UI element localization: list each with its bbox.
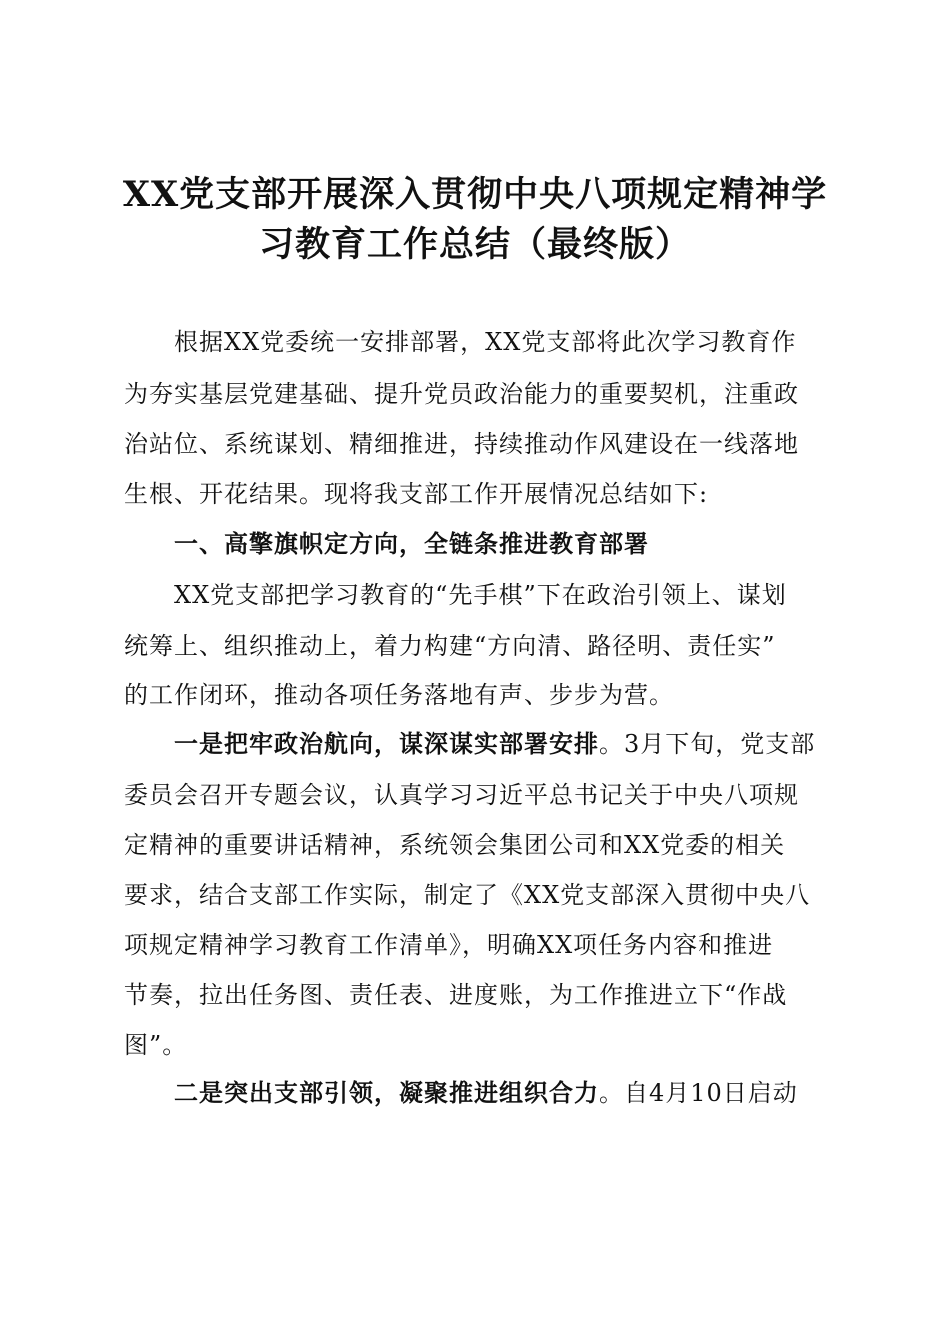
document-title-line-1: XX党支部开展深入贯彻中央八项规定精神学 xyxy=(122,174,828,215)
paragraph-line: 定精神的重要讲话精神，系统领会集团公司和XX党委的相关 xyxy=(124,831,786,859)
paragraph-line xyxy=(174,1078,884,1108)
paragraph-text: 。3月下旬，党支部 xyxy=(599,730,816,758)
paragraph-line: 为夯实基层党建基础、提升党员政治能力的重要契机，注重政 xyxy=(124,380,799,408)
paragraph-line: 统筹上、组织推动上，着力构建“方向清、路径明、责任实” xyxy=(124,632,776,660)
paragraph-line: 委员会召开专题会议，认真学习习近平总书记关于中央八项规 xyxy=(124,781,799,809)
bold-lead: 一是把牢政治航向，谋深谋实部署安排 xyxy=(174,730,599,758)
paragraph-line: XX党支部把学习教育的“先手棋”下在政治引领上、谋划 xyxy=(174,581,787,609)
paragraph-line: 治站位、系统谋划、精细推进，持续推动作风建设在一线落地 xyxy=(124,430,799,458)
paragraph-line xyxy=(174,729,884,759)
paragraph-text: 。自4月10日启动 xyxy=(599,1079,798,1107)
paragraph-line: 图”。 xyxy=(124,1031,188,1059)
paragraph-line: 项规定精神学习教育工作清单》，明确XX项任务内容和推进 xyxy=(124,931,774,959)
paragraph-line: 生根、开花结果。现将我支部工作开展情况总结如下: xyxy=(124,480,709,508)
section-heading: 一、高擎旗帜定方向，全链条推进教育部署 xyxy=(174,530,649,558)
paragraph-line: 节奏，拉出任务图、责任表、进度账，为工作推进立下“作战 xyxy=(124,981,788,1009)
document-title-line-2: 习教育工作总结（最终版） xyxy=(258,224,691,265)
paragraph-line: 的工作闭环，推动各项任务落地有声、步步为营。 xyxy=(124,681,674,709)
paragraph-line: 要求，结合支部工作实际，制定了《XX党支部深入贯彻中央八 xyxy=(124,881,811,909)
bold-lead: 二是突出支部引领，凝聚推进组织合力 xyxy=(174,1079,599,1107)
paragraph-line: 根据XX党委统一安排部署，XX党支部将此次学习教育作 xyxy=(174,328,797,356)
